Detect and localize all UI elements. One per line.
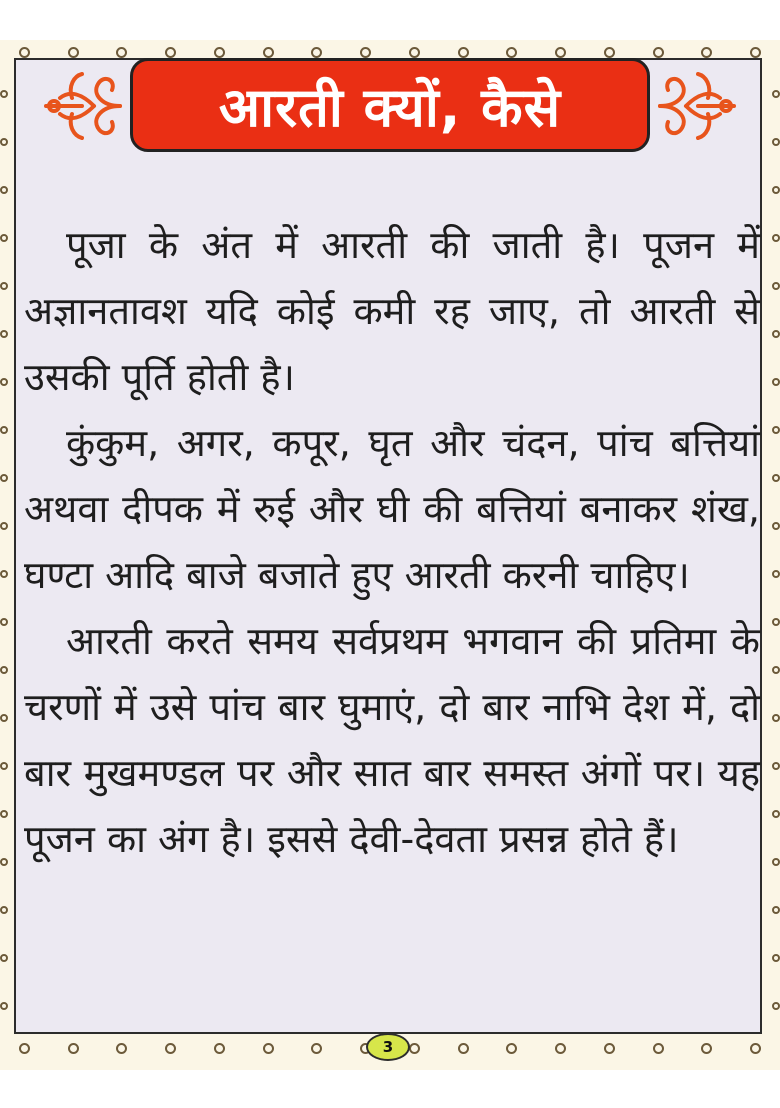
page-number-badge: 3 (366, 1033, 410, 1061)
floral-ornament-left-icon (42, 64, 122, 148)
paragraph-1: पूजा के अंत में आरती की जाती है। पूजन में अज्ञानतावश यदि कोई कमी रह जाए, तो आरती से उसकी पूर्ति होती है। (24, 223, 760, 399)
left-decorative-border (0, 70, 10, 1030)
floral-ornament-right-icon (658, 64, 738, 148)
body-text (24, 212, 760, 872)
page-title: आरती क्यों, कैसे (218, 76, 562, 139)
title-box (130, 58, 650, 152)
paragraph-3: आरती करते समय सर्वप्रथम भगवान की प्रतिमा के चरणों में उसे पांच बार घुमाएं, दो बार नाभि देश में, दो बार मुखमण्डल पर और सात बार समस्त अंगों पर। यह पूजन का अंग है। इससे देवी-देवता प्रसन्न होते हैं। (24, 619, 760, 861)
title-banner (40, 56, 740, 156)
right-decorative-border (770, 70, 780, 1030)
paragraph-2: कुंकुम, अगर, कपूर, घृत और चंदन, पांच बत्तियां अथवा दीपक में रुई और घी की बत्तियां बनाकर शंख, घण्टा आदि बाजे बजाते हुए आरती करनी चाहिए। (24, 421, 760, 597)
